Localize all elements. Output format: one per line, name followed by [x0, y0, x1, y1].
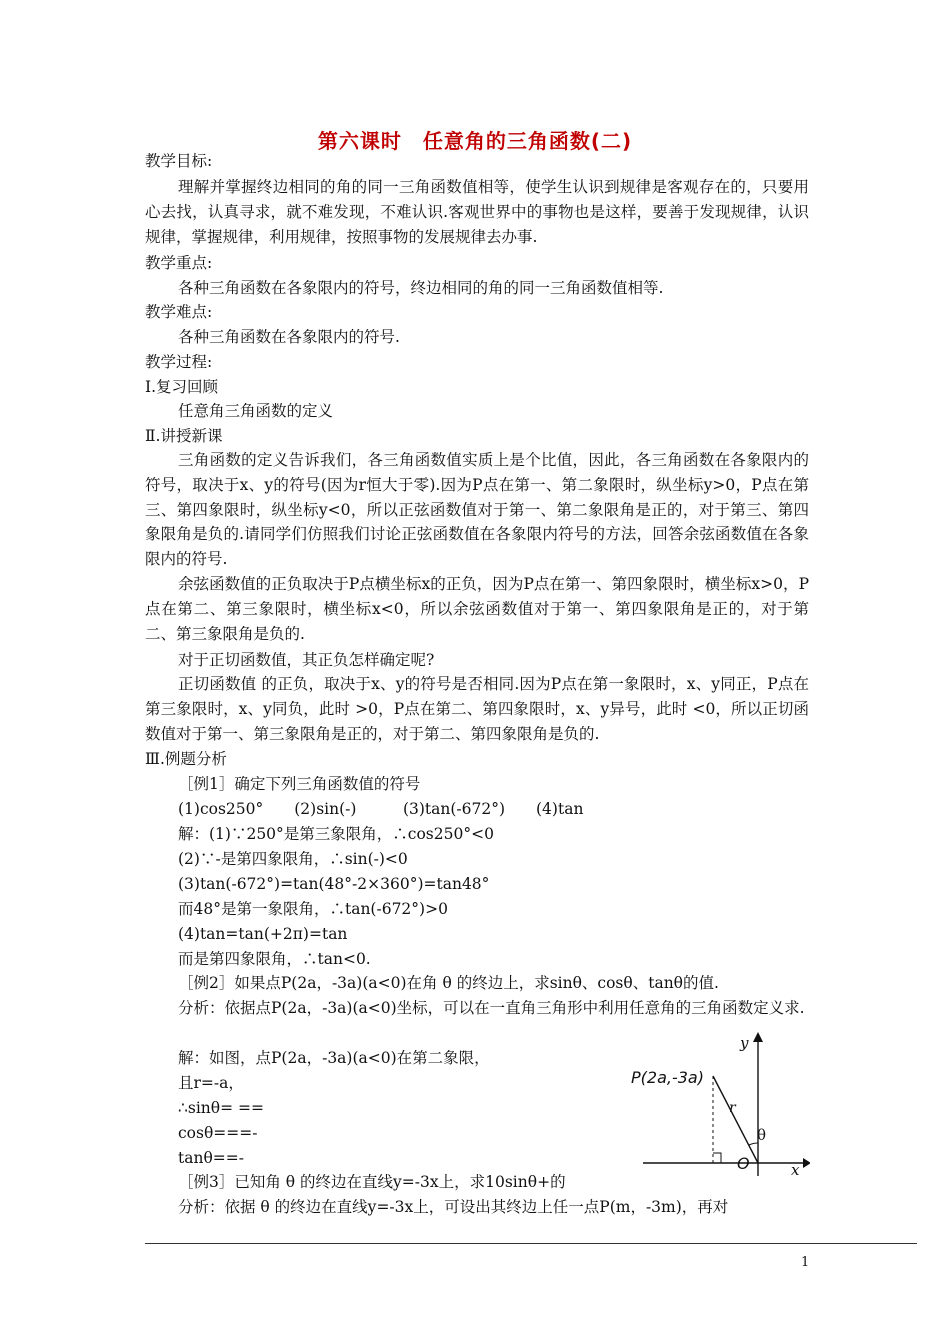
example-2-analysis: 分析：依据点P(2a，-3a)(a<0)坐标，可以在一直角三角形中利用任意角的三角函数定义求.	[178, 999, 805, 1017]
y-axis-label: y	[740, 1034, 749, 1052]
x-axis-arrow-icon	[803, 1158, 810, 1168]
example-1-items: (1)cos250° (2)sin(-) (3)tan(-672°) (4)tan	[178, 800, 584, 818]
x-axis-label: x	[791, 1161, 800, 1179]
theta-label: θ	[757, 1126, 767, 1144]
example-1-solution-3: (3)tan(-672°)=tan(48°-2×360°)=tan48°	[178, 875, 490, 893]
new-lesson-paragraph-3: 对于正切函数值，其正负怎样确定呢?	[178, 651, 435, 669]
example-3-analysis: 分析：依据 θ 的终边在直线y=-3x上，可设出其终边上任一点P(m，-3m)，再对	[178, 1198, 729, 1216]
goal-paragraph: 理解并掌握终边相同的角的同一三角函数值相等，使学生认识到规律是客观存在的，只要用心去找，认真寻求，就不难发现，不难认识.客观世界中的事物也是这样，要善于发现规律，认识规律，掌握规律，利用规律，按照事物的发展规律去办事.	[145, 178, 809, 246]
example-1-solution-6: 而是第四象限角，∴tan<0.	[178, 950, 371, 968]
key-heading: 教学重点:	[145, 254, 213, 272]
page-number: 1	[801, 1255, 810, 1270]
new-lesson-paragraph-1: 三角函数的定义告诉我们，各三角函数值实质上是个比值，因此，各三角函数在各象限内的符号，取决于x、y的符号(因为r恒大于零).因为P点在第一、第二象限时，纵坐标y>0，P点在第三、第四象限时，纵坐标y<0，所以正弦函数值对于第一、第二象限角是正的，对于第三、第四象限角是负的.请同学们仿照我们讨论正弦函数值在各象限内符号的方法，回答余弦函数值在各象限内的符号.	[145, 451, 809, 569]
example-2-solution-5: tanθ==-	[178, 1149, 244, 1167]
new-lesson-paragraph-2: 余弦函数值的正负取决于P点横坐标x的正负，因为P点在第一、第四象限时，横坐标x>0，P点在第二、第三象限时，横坐标x<0，所以余弦函数值对于第一、第四象限角是正的，对于第二、第三象限角是负的.	[145, 575, 809, 643]
example-2-solution-2: 且r=-a，	[178, 1074, 244, 1092]
example-2-solution-3: ∴sinθ= ==	[178, 1099, 264, 1117]
example-1-title: ［例1］确定下列三角函数值的符号	[178, 775, 421, 793]
r-label: r	[729, 1100, 736, 1116]
examples-heading: Ⅲ.例题分析	[145, 750, 227, 768]
example-1-solution-4: 而48°是第一象限角，∴tan(-672°)>0	[178, 900, 448, 918]
example-2-solution-4: cosθ===-	[178, 1124, 258, 1142]
example-2-solution-1: 解：如图，点P(2a，-3a)(a<0)在第二象限，	[178, 1049, 490, 1067]
page-title: 第六课时 任意角的三角函数(二)	[317, 129, 633, 153]
example-3-title: ［例3］已知角 θ 的终边在直线y=-3x上，求10sinθ+的	[178, 1173, 566, 1191]
review-paragraph: 任意角三角函数的定义	[178, 402, 334, 420]
new-lesson-paragraph-4: 正切函数值 的正负，取决于x、y的符号是否相同.因为P点在第一象限时，x、y同正，P点在第三象限时，x、y同负，此时 >0，P点在第二、第四象限时，x、y异号，此时 <0，所以正切函数值对于第一、第三象限角是正的，对于第二、第四象限角是负的.	[145, 675, 809, 743]
right-angle-mark	[713, 1153, 721, 1163]
new-lesson-heading: Ⅱ.讲授新课	[145, 427, 223, 445]
process-heading: 教学过程:	[145, 353, 213, 371]
goal-heading: 教学目标:	[145, 152, 213, 170]
origin-label: O	[737, 1154, 750, 1173]
difficult-heading: 教学难点:	[145, 303, 213, 321]
difficult-paragraph: 各种三角函数在各象限内的符号.	[178, 328, 400, 346]
example-1-solution-1: 解：(1)∵250°是第三象限角，∴cos250°<0	[178, 825, 494, 843]
key-paragraph: 各种三角函数在各象限内的符号，终边相同的角的同一三角函数值相等.	[178, 279, 664, 297]
example-2-title: ［例2］如果点P(2a，-3a)(a<0)在角 θ 的终边上，求sinθ、cosθ、tanθ的值.	[178, 974, 719, 992]
y-axis-arrow-icon	[753, 1032, 763, 1042]
example-1-solution-5: (4)tan=tan(+2π)=tan	[178, 925, 348, 943]
footer-rule	[145, 1243, 917, 1244]
terminal-side-r	[713, 1076, 758, 1163]
example-1-solution-2: (2)∵-是第四象限角，∴sin(-)<0	[178, 850, 408, 868]
point-label: P(2a,-3a)	[631, 1068, 704, 1087]
quadrant-figure	[625, 1030, 810, 1180]
review-heading: Ⅰ.复习回顾	[145, 378, 219, 396]
